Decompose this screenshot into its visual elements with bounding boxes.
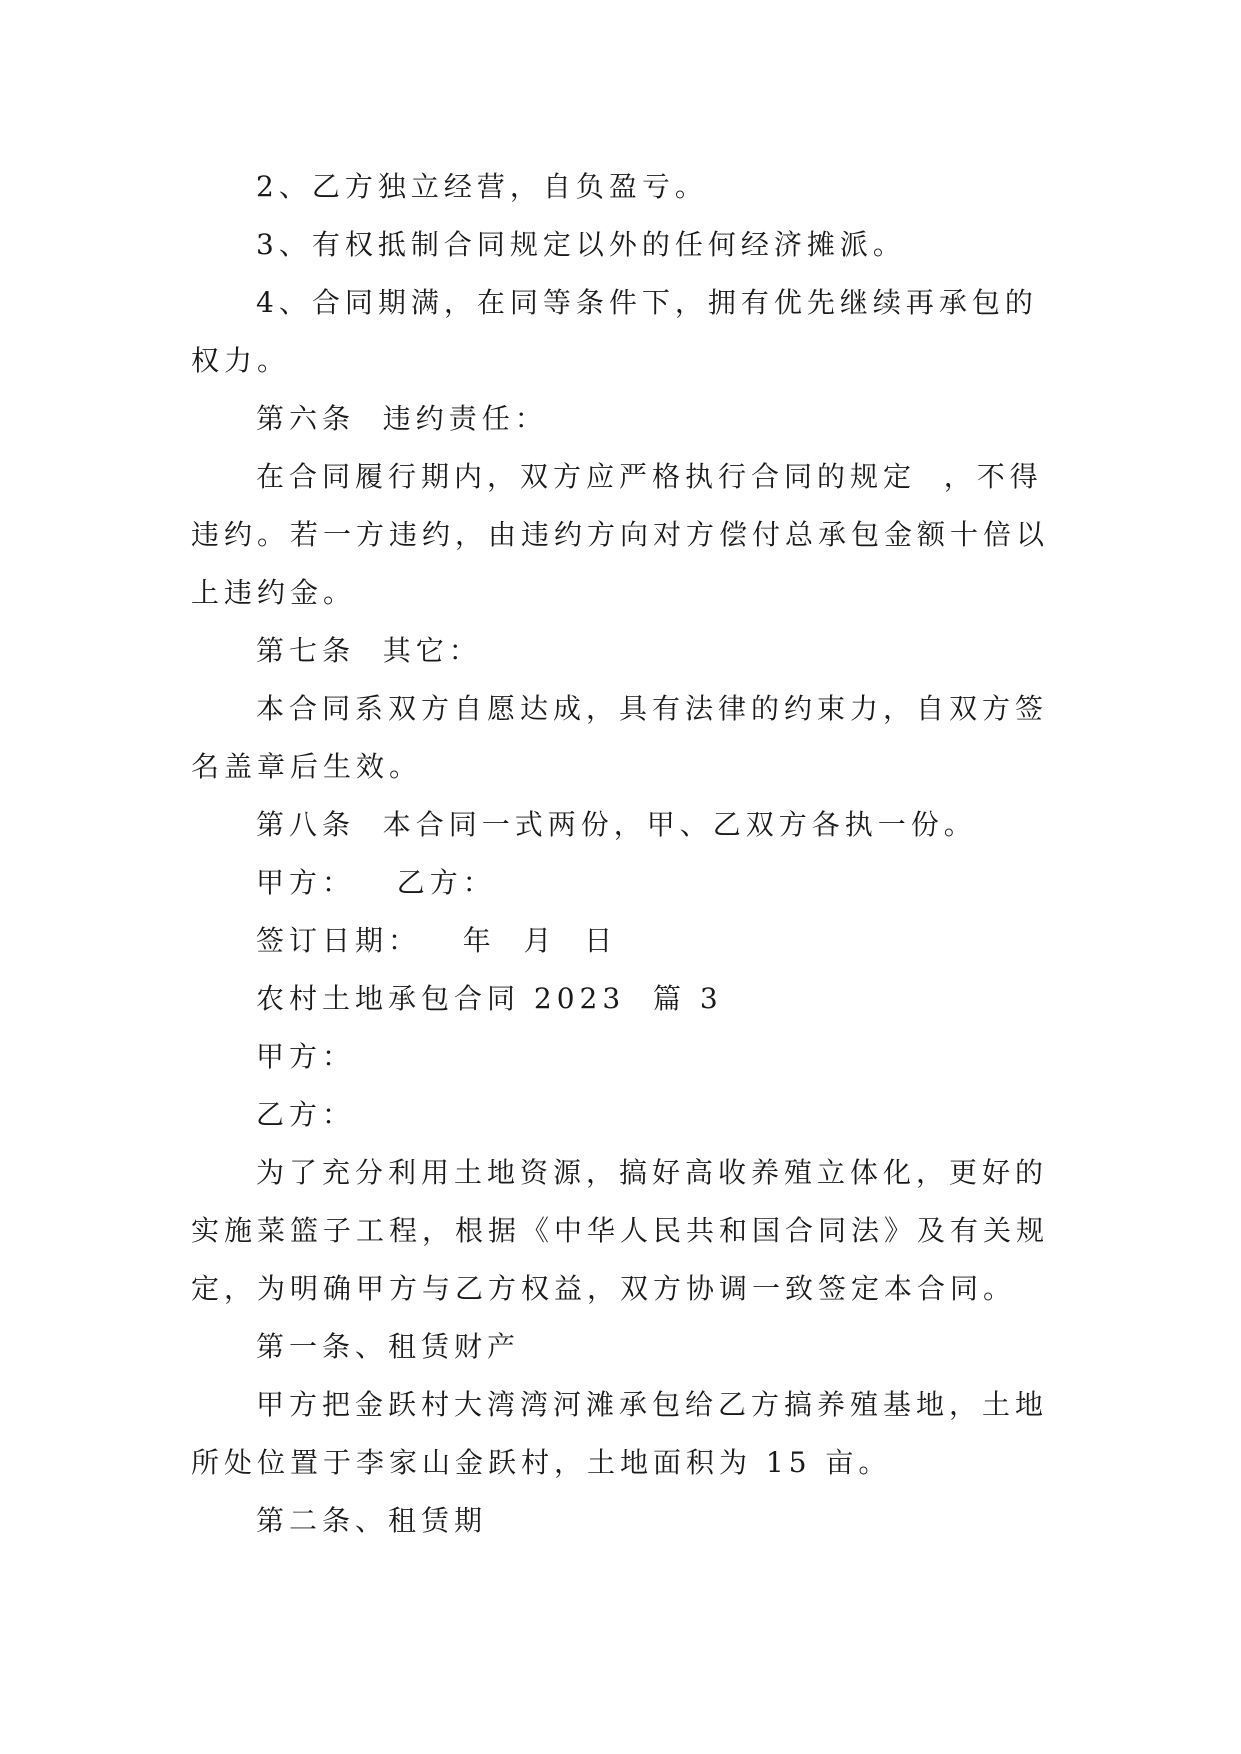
paragraph-line: 所处位置于李家山金跃村，土地面积为 15 亩。 [191, 1446, 892, 1479]
paragraph-line: 在合同履行期内，双方应严格执行合同的规定 ，不得 [256, 460, 1043, 493]
section-heading: 第七条 其它： [256, 634, 482, 667]
paragraph-line: 权力。 [191, 344, 291, 377]
paragraph-line: 违约。若一方违约，由违约方向对方偿付总承包金额十倍以 [191, 518, 1050, 551]
section-heading: 第一条、租赁财产 [256, 1330, 521, 1363]
contract-title: 农村土地承包合同 2023 篇 3 [256, 982, 723, 1015]
signature-parties: 甲方： 乙方： [256, 866, 496, 899]
paragraph-line: 3、有权抵制合同规定以外的任何经济摊派。 [256, 228, 906, 261]
paragraph-line: 本合同系双方自愿达成，具有法律的约束力，自双方签 [256, 692, 1049, 725]
paragraph-line: 为了充分利用土地资源，搞好高收养殖立体化，更好的 [256, 1156, 1049, 1189]
paragraph-line: 实施菜篮子工程，根据《中华人民共和国合同法》及有关规 [191, 1214, 1050, 1247]
paragraph-line: 上违约金。 [191, 576, 357, 609]
section-heading: 第六条 违约责任： [256, 402, 548, 435]
paragraph-line: 4、合同期满，在同等条件下，拥有优先继续再承包的 [256, 286, 1038, 319]
signature-date: 签订日期： 年 月 日 [256, 924, 618, 957]
section-heading: 第二条、租赁期 [256, 1504, 488, 1537]
section-heading: 第八条 本合同一式两份，甲、乙双方各执一份。 [256, 808, 977, 841]
paragraph-line: 定，为明确甲方与乙方权益，双方协调一致签定本合同。 [191, 1272, 1017, 1305]
paragraph-line: 2、乙方独立经营，自负盈亏。 [256, 170, 708, 203]
paragraph-line: 甲方把金跃村大湾湾河滩承包给乙方搞养殖基地，土地 [256, 1388, 1049, 1421]
paragraph-line: 名盖章后生效。 [191, 750, 423, 783]
party-b-label: 乙方： [256, 1098, 356, 1131]
party-a-label: 甲方： [256, 1040, 356, 1073]
